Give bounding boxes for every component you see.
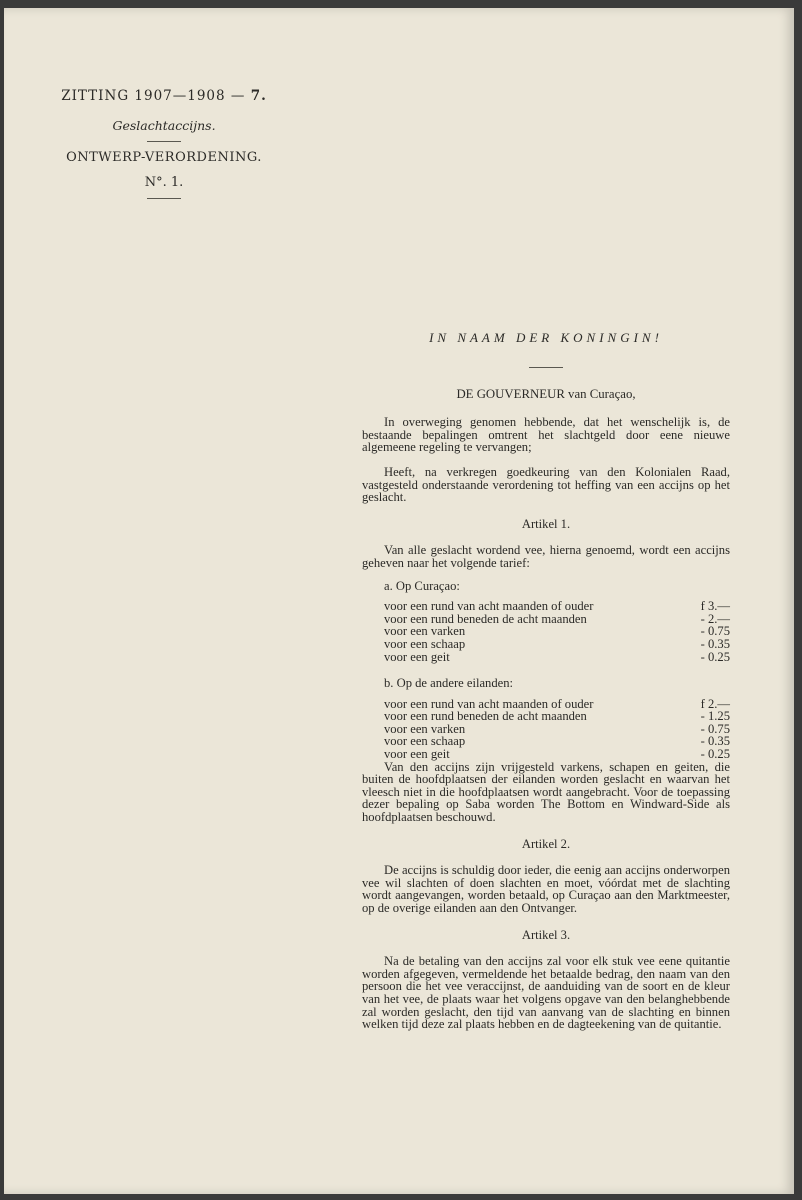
divider [147,141,181,142]
session-prefix: ZITTING 1907—1908 — [61,88,246,104]
rate-item: voor een geit [384,747,450,762]
divider [147,198,181,199]
rate-list-other-islands [362,677,730,761]
rate-row [362,748,730,761]
paragraph-considering: In overweging genomen hebbende, dat het wenschelijk is, de bestaande bepalingen omtrent het slachtgeld door eene nieuwe algemeene regeling te vervangen; [362,415,730,455]
paragraph-enacted: Heeft, na verkregen goedkeuring van den Kolonialen Raad, vastgesteld onderstaande verordening tot heffing van een accijns op het geslacht. [362,464,730,505]
article-3-title: Artikel 3. [521,927,571,942]
rate-price: - 0.75 [700,624,730,639]
header-block [54,88,274,207]
document-page [4,8,794,1194]
rate-price: - 1.25 [700,709,730,724]
rate-price: f 3.— [700,599,730,614]
rate-item: voor een rund van acht maanden of ouder [384,696,594,711]
session-line [54,88,274,104]
article-3-text: Na de betaling van den accijns zal voor elk stuk vee eene quitantie worden afgegeven, vermeldende het betaalde bedrag, den naam van den persoon die het vee veraccijnst, de aanduiding van de soort en de kleur van het vee, de plaats waar het volgens opgave van den belanghebbende zal worden geslacht, den tijd van aanvang van de slachting en binnen welken tijd deze zal plaats hebben en de dagteekening van de quitantie. [362,954,730,1032]
rate-row [362,600,730,613]
document-type: ONTWERP-VERORDENING. [66,150,262,165]
rate-price: - 0.35 [700,636,730,651]
rate-item: voor een varken [384,721,466,736]
rate-price: - 0.35 [700,734,730,749]
session-number: 7. [250,88,267,104]
ordinance-text [362,328,730,1031]
rate-item: voor een rund van acht maanden of ouder [384,599,594,614]
article-1-intro: Van alle geslacht wordend vee, hierna genoemd, wordt een accijns geheven naar het volgende tarief: [362,543,730,570]
document-number: N°. 1. [144,175,184,190]
subject-title: Geslachtaccijns. [112,118,216,133]
rate-item: voor een schaap [384,734,466,749]
article-1-exemption: Van den accijns zijn vrijgesteld varkens, schapen en geiten, die buiten de hoofdplaatsen der eilanden worden geslacht en waarvan het vleesch niet in die hoofdplaatsen wordt aangebracht. Voor de toepassing dezer bepaling op Saba worden The Bottom en Windward-Side als hoofdplaatsen beschouwd. [362,759,730,825]
rate-row [362,710,730,723]
divider [529,367,563,368]
rate-item: voor een rund beneden de acht maanden [384,611,587,626]
rate-price: - 2.— [700,611,730,626]
rate-item: voor een geit [384,649,450,664]
rate-price: - 0.75 [700,721,730,736]
rate-item: voor een rund beneden de acht maanden [384,709,587,724]
rate-list-curacao [362,580,730,664]
article-1-title: Artikel 1. [521,516,571,531]
rate-row [362,638,730,651]
rate-item: voor een schaap [384,636,466,651]
rate-item: voor een varken [384,624,466,639]
governor-line: DE GOUVERNEUR van Curaçao, [456,386,636,401]
rate-list-label: b. Op de andere eilanden: [384,676,514,691]
rate-price: f 2.— [700,696,730,711]
rate-row [362,651,730,664]
rate-price: - 0.25 [700,649,730,664]
article-2-text: De accijns is schuldig door ieder, die eenig aan accijns onderworpen vee wil slachten of doen slachten en moet, vóórdat met de slachting wordt aangevangen, worden betaald, op Curaçao aan den Marktmeester, op de overige eilanden aan den Ontvanger. [362,863,730,915]
rate-list-label: a. Op Curaçao: [384,578,460,593]
invocation: IN NAAM DER KONINGIN! [429,330,663,345]
article-2-title: Artikel 2. [521,836,571,851]
rate-price: - 0.25 [700,747,730,762]
